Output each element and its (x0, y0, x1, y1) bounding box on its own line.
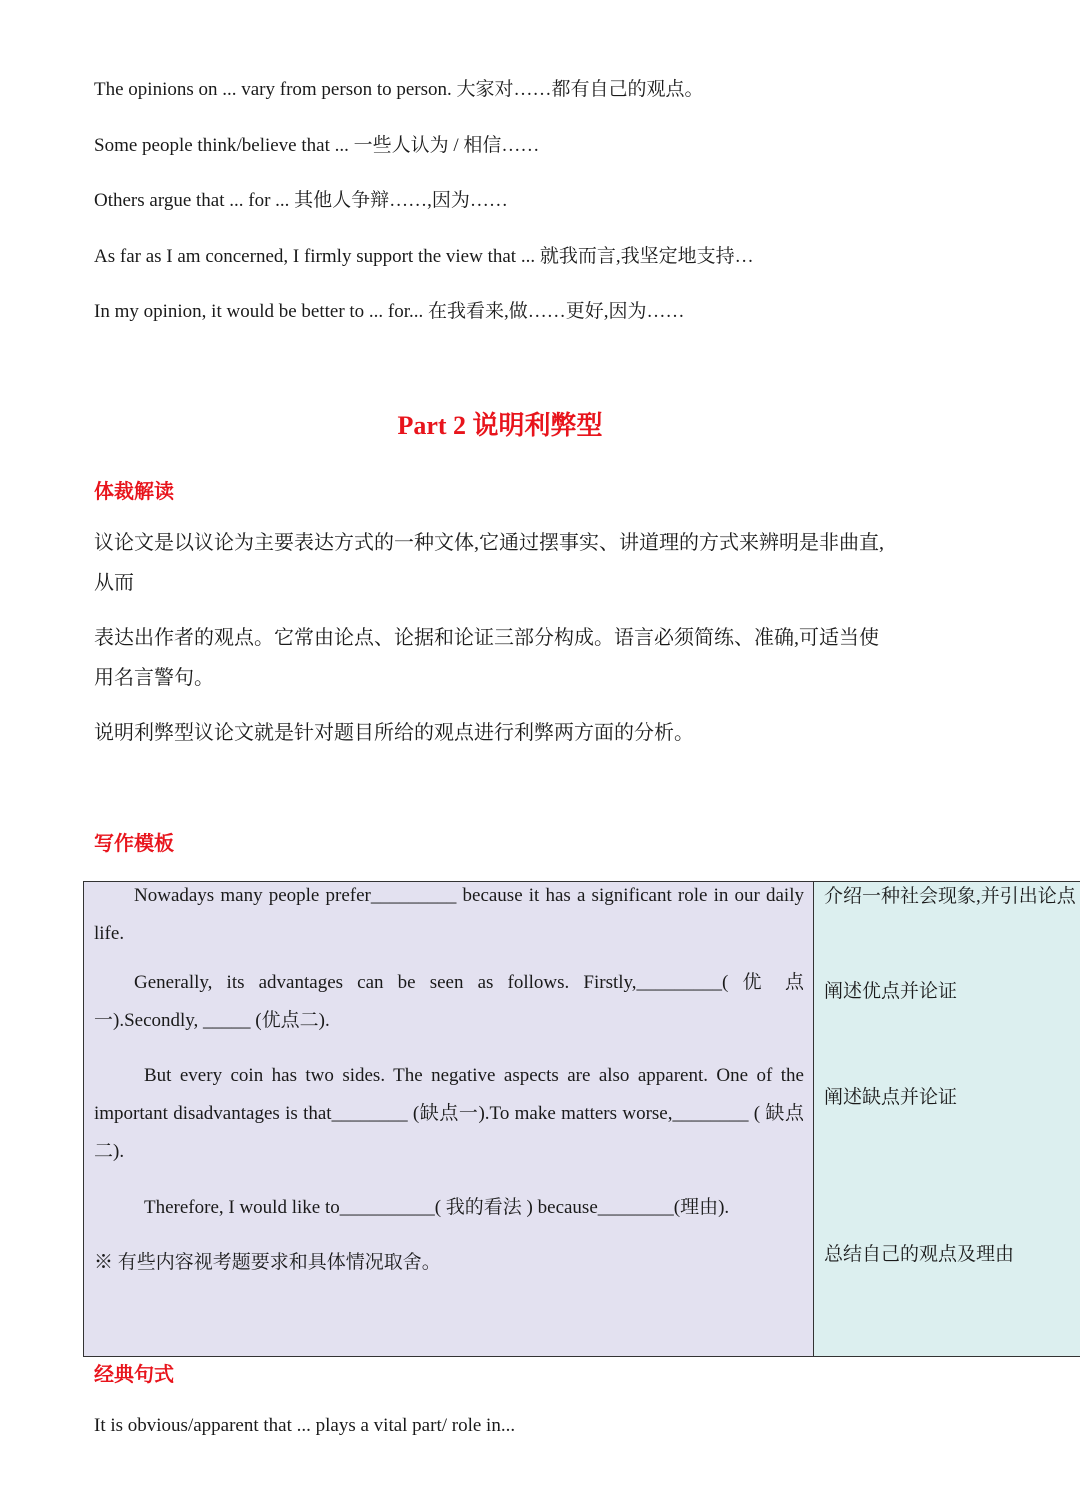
template-paragraph-1-text: Nowadays many people prefer_________ because it has a significant role in our daily life. (94, 885, 804, 944)
part-title: Part 2 说明利弊型 (397, 411, 603, 440)
note-conclusion: 总结自己的观点及理由 (824, 1244, 1015, 1265)
note-disadvantages: 阐述缺点并论证 (824, 1087, 958, 1108)
template-paragraph-1 (94, 877, 804, 953)
template-paragraph-4-text: Therefore, I would like to__________( 我的看法 ) because________(理由). (144, 1197, 730, 1218)
template-table (83, 881, 1080, 1357)
phrase-3: Others argue that ... for ... 其他人争辩……,因为…… (94, 190, 508, 211)
template-notes-column (814, 882, 1080, 1356)
template-paragraph-3-text: But every coin has two sides. The negative aspects are also apparent. One of the important disadvantages is that________ (缺点一).To make matters worse,________ ( 缺点二). (94, 1065, 804, 1162)
template-text-column (84, 882, 814, 1356)
genre-paragraph-2-line-1: 表达出作者的观点。它常由论点、论据和论证三部分构成。语言必须简练、准确,可适当使 (94, 627, 879, 649)
genre-paragraph-1-line-1: 议论文是以议论为主要表达方式的一种文体,它通过摆事实、讲道理的方式来辨明是非曲直, (94, 532, 884, 554)
genre-paragraph-2-line-2: 用名言警句。 (94, 667, 214, 689)
template-note: ※ 有些内容视考题要求和具体情况取舍。 (94, 1252, 441, 1273)
note-introduction: 介绍一种社会现象,并引出论点 (824, 886, 1076, 907)
template-paragraph-2 (94, 964, 804, 1040)
classic-heading: 经典句式 (94, 1364, 174, 1386)
phrase-4: As far as I am concerned, I firmly support the view that ... 就我而言,我坚定地支持… (94, 246, 754, 267)
genre-paragraph-2 (94, 618, 914, 698)
template-heading: 写作模板 (94, 833, 174, 855)
template-paragraph-4 (94, 1189, 804, 1227)
classic-sentence-1: It is obvious/apparent that ... plays a vital part/ role in... (94, 1415, 516, 1436)
phrase-5: In my opinion, it would be better to ... for... 在我看来,做……更好,因为…… (94, 301, 685, 322)
template-paragraph-3 (94, 1057, 804, 1171)
note-advantages: 阐述优点并论证 (824, 981, 958, 1002)
genre-paragraph-1 (94, 523, 914, 603)
phrase-2: Some people think/believe that ... 一些人认为 / 相信…… (94, 135, 540, 156)
phrase-1: The opinions on ... vary from person to person. 大家对……都有自己的观点。 (94, 79, 704, 100)
genre-heading: 体裁解读 (94, 481, 174, 503)
template-paragraph-2-text: Generally, its advantages can be seen as follows. Firstly,_________( 优 点 一).Secondly, _____ (优点二). (94, 972, 804, 1031)
genre-paragraph-1-line-2: 从而 (94, 572, 134, 594)
genre-paragraph-3: 说明利弊型议论文就是针对题目所给的观点进行利弊两方面的分析。 (94, 722, 694, 744)
